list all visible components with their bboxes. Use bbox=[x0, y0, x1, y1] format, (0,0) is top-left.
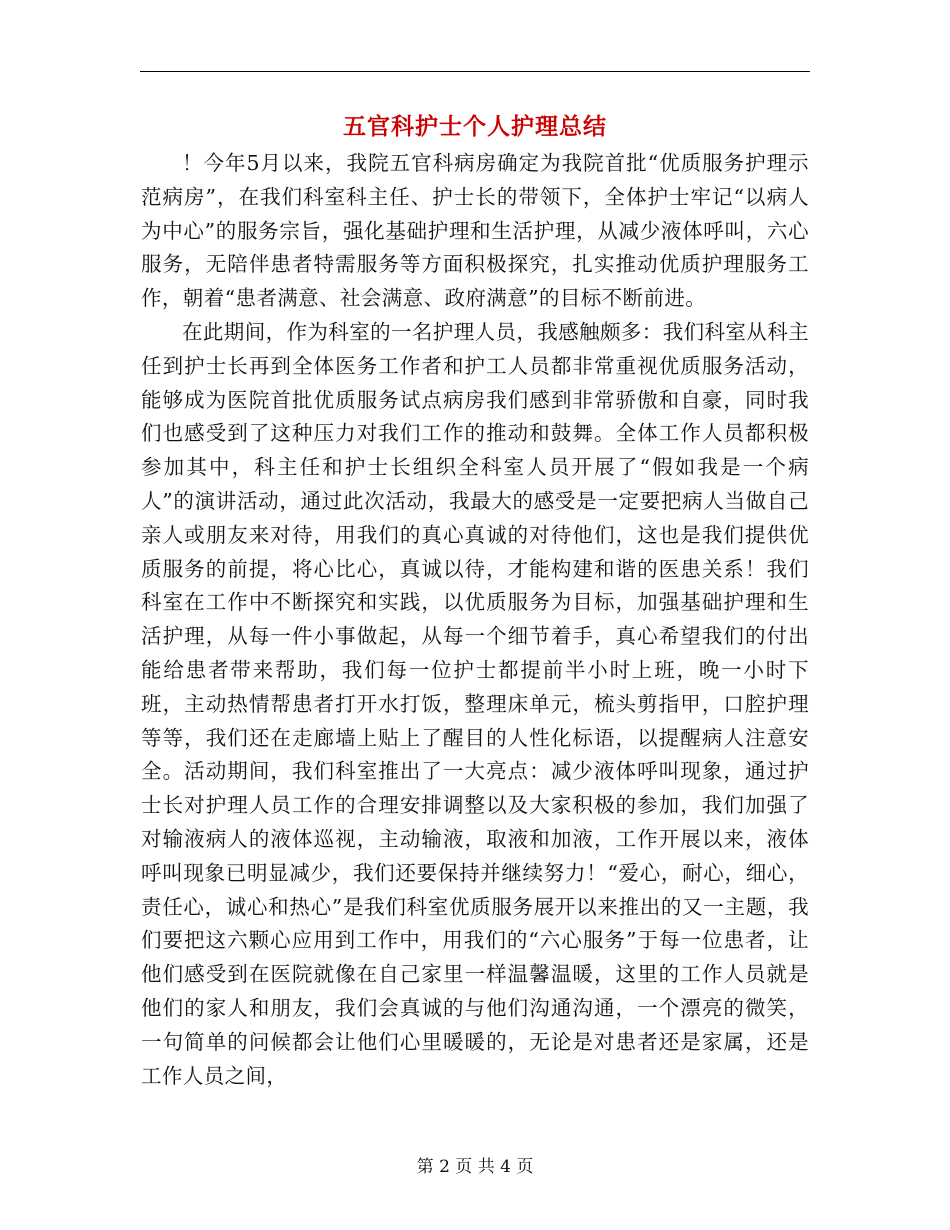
body-paragraph-2: 在此期间，作为科室的一名护理人员，我感触颇多：我们科室从科主任到护士长再到全体医务工作者和护工人员都非常重视优质服务活动，能够成为医院首批优质服务试点病房我们感到非常骄傲和自豪，同时我们也感受到了这种压力对我们工作的推动和鼓舞。全体工作人员都积极参加其中，科主任和护士长组织全科室人员开展了“假如我是一个病人”的演讲活动，通过此次活动，我最大的感受是一定要把病人当做自己亲人或朋友来对待，用我们的真心真诚的对待他们，这也是我们提供优质服务的前提，将心比心，真诚以待，才能构建和谐的医患关系！我们科室在工作中不断探究和实践，以优质服务为目标，加强基础护理和生活护理，从每一件小事做起，从每一个细节着手，真心希望我们的付出能给患者带来帮助，我们每一位护士都提前半小时上班，晚一小时下班，主动热情帮患者打开水打饭，整理床单元，梳头剪指甲，口腔护理等等，我们还在走廊墙上贴上了醒目的人性化标语，以提醒病人注意安全。活动期间，我们科室推出了一大亮点：减少液体呼叫现象，通过护士长对护理人员工作的合理安排调整以及大家积极的参加，我们加强了对输液病人的液体巡视，主动输液，取液和加液，工作开展以来，液体呼叫现象已明显减少，我们还要保持并继续努力！“爱心，耐心，细心，责任心，诚心和热心”是我们科室优质服务展开以来推出的又一主题，我们要把这六颗心应用到工作中，用我们的“六心服务”于每一位患者，让他们感受到在医院就像在自己家里一样温馨温暖，这里的工作人员就是他们的家人和朋友，我们会真诚的与他们沟通沟通，一个漂亮的微笑，一句简单的问候都会让他们心里暖暖的，无论是对患者还是家属，还是工作人员之间， bbox=[141, 319, 809, 1088]
page-number-footer: 第 2 页 共 4 页 bbox=[416, 1157, 534, 1177]
document-title: 五官科护士个人护理总结 bbox=[343, 113, 607, 140]
body-paragraph-1: ！今年5月以来，我院五官科病房确定为我院首批“优质服务护理示范病房”，在我们科室科主任、护士长的带领下，全体护士牢记“以病人为中心”的服务宗旨，强化基础护理和生活护理，从减少液体呼叫，六心服务，无陪伴患者特需服务等方面积极探究，扎实推动优质护理服务工作，朝着“患者满意、社会满意、政府满意”的目标不断前进。 bbox=[141, 151, 809, 311]
header-rule bbox=[140, 71, 810, 72]
document-body bbox=[141, 147, 809, 1093]
